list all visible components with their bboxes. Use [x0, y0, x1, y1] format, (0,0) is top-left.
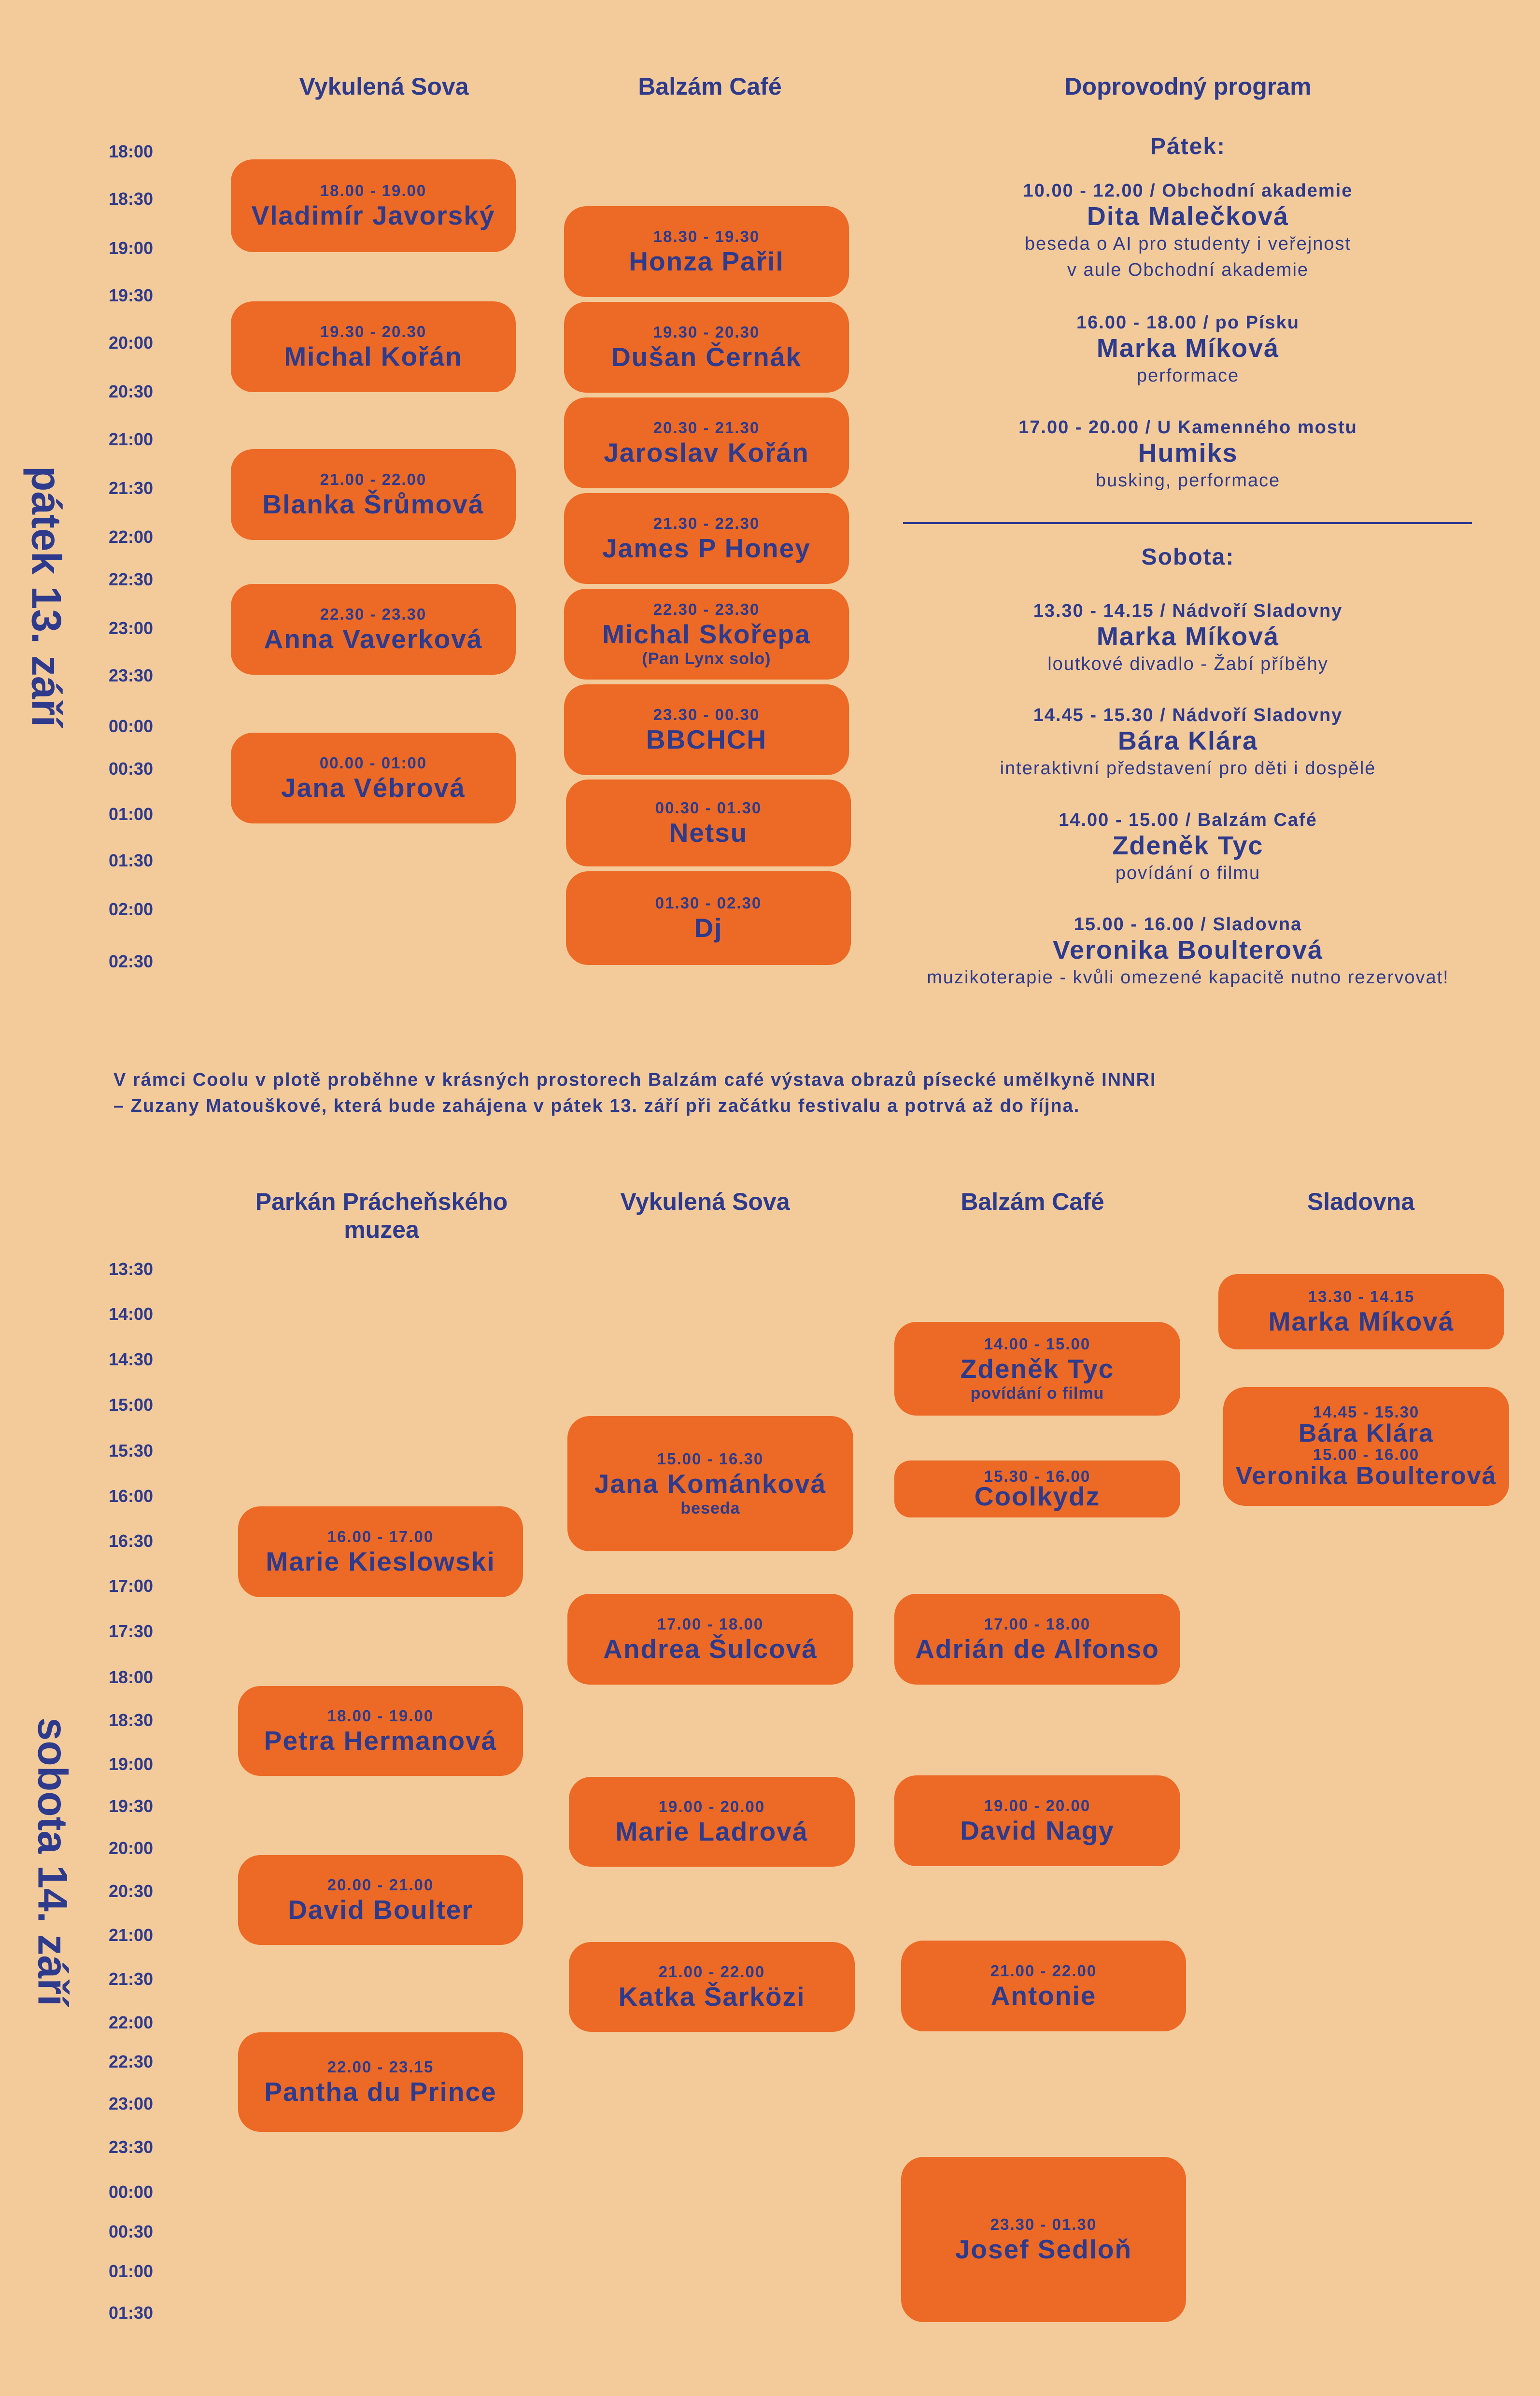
slot-time: 01.30 - 02.30: [655, 894, 762, 912]
time-label: 22:00: [109, 527, 154, 547]
slot-artist: David Nagy: [960, 1815, 1115, 1845]
time-label: 17:00: [109, 1576, 154, 1596]
slot-time: 16.00 - 17.00: [327, 1528, 434, 1545]
program-heading-text: Sobota:: [1141, 544, 1235, 570]
slot-subtitle: (Pan Lynx solo): [642, 650, 771, 668]
event-name: Marka Míková: [1096, 334, 1280, 363]
friday-balzam-slot: [564, 397, 849, 488]
time-label: 16:00: [109, 1486, 154, 1506]
slot-artist: Marie Ladrová: [615, 1816, 808, 1846]
slot-artist: Anna Vaverková: [264, 624, 483, 654]
time-label: 00:00: [109, 2182, 154, 2202]
time-label: 23:00: [109, 2094, 154, 2113]
slot-artist: Pantha du Prince: [264, 2077, 497, 2107]
slot-artist: Adrián de Alfonso: [915, 1634, 1159, 1664]
slot-time: 17.00 - 18.00: [984, 1615, 1091, 1633]
friday-sova-slot: [231, 584, 516, 675]
slot-time: 19.00 - 20.00: [658, 1798, 765, 1815]
slot-time: 14.00 - 15.00: [984, 1335, 1091, 1353]
saturday-sova-slot: [569, 1942, 855, 2032]
friday-sova-slot: [231, 301, 516, 392]
slot-time: 23.30 - 00.30: [653, 706, 760, 723]
time-label: 17:30: [109, 1621, 154, 1641]
time-label: 23:30: [109, 2137, 154, 2157]
program-saturday-heading: [891, 544, 1485, 570]
saturday-venue-vykulena-sova: Vykulená Sova: [620, 1188, 790, 1215]
slot-time: 22.00 - 23.15: [327, 2058, 434, 2076]
slot-artist: Bára Klára: [1298, 1419, 1434, 1447]
slot-time: 21.00 - 22.00: [320, 470, 427, 488]
slot-artist: James P Honey: [602, 533, 811, 563]
time-label: 02:00: [109, 899, 154, 919]
time-label: 14:30: [109, 1349, 154, 1369]
slot-time: 19.00 - 20.00: [984, 1797, 1091, 1815]
saturday-sova-slot: [567, 1416, 853, 1551]
time-label: 22:00: [109, 2013, 154, 2032]
time-label: 22:30: [109, 2052, 154, 2071]
time-label: 01:00: [109, 804, 154, 824]
slot-time: 22.30 - 23.30: [653, 600, 760, 618]
slot-artist: Dušan Černák: [611, 342, 802, 372]
slot-artist: Michal Kořán: [284, 341, 463, 371]
slot-time: 23.30 - 01.30: [990, 2215, 1097, 2233]
time-label: 14:00: [109, 1304, 154, 1324]
slot-time: 19.30 - 20.30: [653, 323, 760, 341]
slot-time: 20.00 - 21.00: [327, 1876, 434, 1894]
event-description: interaktivní představení pro děti i dospělé: [1000, 758, 1376, 779]
program-event: [891, 809, 1485, 886]
saturday-balzam-slot: [894, 1594, 1180, 1685]
time-label: 00:00: [109, 716, 154, 736]
time-label: 22:30: [109, 569, 154, 589]
slot-artist: David Boulter: [288, 1895, 473, 1925]
saturday-balzam-slot: [901, 2157, 1186, 2322]
event-name: Humiks: [1138, 439, 1238, 468]
event-description: busking, performace: [1095, 470, 1281, 491]
saturday-parkan-slot: [238, 1686, 523, 1776]
event-time-place: 13.30 - 14.15 / Nádvoří Sladovny: [1033, 601, 1343, 621]
saturday-sladovna-slot: [1223, 1387, 1509, 1506]
time-label: 20:00: [109, 1838, 154, 1858]
slot-artist: Jana Vébrová: [281, 773, 466, 803]
time-label: 20:30: [109, 382, 154, 401]
time-label: 15:30: [109, 1441, 154, 1460]
slot-artist: Veronika Boulterová: [1235, 1462, 1497, 1490]
note-line: – Zuzany Matouškové, která bude zahájena v pátek 13. září při začátku festivalu a potrvá až do října.: [113, 1096, 1080, 1116]
slot-artist: Marie Kieslowski: [266, 1546, 495, 1576]
slot-artist: Blanka Šrůmová: [262, 489, 484, 519]
friday-balzam-slot: [564, 493, 849, 584]
time-label: 20:00: [109, 333, 154, 353]
time-label: 19:00: [109, 1754, 154, 1774]
slot-artist: Honza Pařil: [629, 246, 784, 276]
slot-artist: Michal Skořepa: [602, 619, 811, 649]
time-label: 18:30: [109, 189, 154, 209]
slot-time: 21.30 - 22.30: [653, 514, 760, 532]
program-divider: [903, 522, 1472, 524]
time-label: 01:30: [109, 851, 154, 870]
event-time-place: 14.00 - 15.00 / Balzám Café: [1059, 810, 1317, 830]
program-event: [891, 600, 1485, 677]
friday-day-label: pátek 13. září: [23, 466, 70, 727]
program-event: [891, 704, 1485, 781]
event-name: Bára Klára: [1117, 726, 1258, 755]
event-time-place: 15.00 - 16.00 / Sladovna: [1074, 914, 1302, 935]
slot-artist: Katka Šarközi: [618, 1982, 805, 2012]
time-label: 20:30: [109, 1881, 154, 1901]
time-label: 21:30: [109, 1969, 154, 1989]
slot-time: 15.00 - 16.30: [657, 1450, 764, 1468]
event-name: Dita Malečková: [1087, 202, 1289, 231]
friday-venue-balzam-cafe: Balzám Café: [638, 73, 782, 100]
saturday-balzam-slot: [894, 1775, 1180, 1866]
slot-time: 17.00 - 18.00: [657, 1615, 764, 1633]
event-description: loutkové divadlo - Žabí příběhy: [1047, 654, 1328, 674]
saturday-parkan-slot: [238, 1855, 523, 1945]
slot-time: 21.00 - 22.00: [990, 1962, 1097, 1980]
slot-artist: Jaroslav Kořán: [604, 438, 809, 468]
time-label: 18:00: [109, 142, 154, 161]
saturday-balzam-slot: [894, 1322, 1180, 1416]
slot-artist: Antonie: [990, 1981, 1097, 2011]
program-event: [891, 913, 1485, 991]
friday-venue-vykulena-sova: Vykulená Sova: [299, 73, 469, 100]
program-event: [891, 312, 1485, 389]
note-line: V rámci Coolu v plotě proběhne v krásných prostorech Balzám café výstava obrazů písecké umělkyně INNRI: [113, 1070, 1157, 1090]
program-heading-text: Pátek:: [1150, 134, 1226, 159]
friday-balzam-slot: [564, 206, 849, 297]
time-label: 18:30: [109, 1710, 154, 1730]
event-time-place: 17.00 - 20.00 / U Kamenného mostu: [1018, 417, 1357, 438]
time-label: 19:00: [109, 238, 154, 258]
friday-venue-doprovodny-program: Doprovodný program: [1064, 73, 1312, 100]
event-name: Veronika Boulterová: [1052, 936, 1324, 964]
slot-time: 22.30 - 23.30: [320, 605, 427, 623]
time-label: 21:00: [109, 429, 154, 449]
slot-artist: Dj: [694, 913, 723, 943]
slot-artist: Andrea Šulcová: [603, 1634, 818, 1664]
friday-balzam-slot: [564, 684, 849, 775]
event-time-place: 14.45 - 15.30 / Nádvoří Sladovny: [1033, 705, 1343, 725]
friday-balzam-slot: [566, 871, 851, 965]
time-label: 13:30: [109, 1259, 154, 1279]
slot-time: 15.30 - 16.00: [984, 1467, 1091, 1485]
time-label: 18:00: [109, 1667, 154, 1687]
slot-subtitle: povídání o filmu: [970, 1384, 1104, 1403]
slot-time: 21.00 - 22.00: [658, 1963, 765, 1981]
slot-time: 14.45 - 15.30: [1313, 1403, 1420, 1421]
time-label: 02:30: [109, 951, 154, 971]
saturday-day-label: sobota 14. září: [29, 1717, 76, 2006]
saturday-balzam-slot: [901, 1941, 1186, 2031]
time-label: 19:30: [109, 285, 154, 305]
time-label: 16:30: [109, 1531, 154, 1551]
saturday-parkan-slot: [238, 1506, 523, 1597]
exhibition-note: [113, 1067, 1514, 1119]
event-time-place: 10.00 - 12.00 / Obchodní akademie: [1023, 181, 1353, 201]
slot-artist: Jana Kománková: [594, 1469, 827, 1499]
time-label: 23:30: [109, 666, 154, 685]
slot-time: 18.30 - 19.30: [653, 227, 760, 245]
slot-time: 00.30 - 01.30: [655, 799, 762, 817]
saturday-balzam-slot: [894, 1460, 1180, 1517]
slot-time: 00.00 - 01:00: [319, 754, 427, 772]
event-name: Marka Míková: [1096, 622, 1280, 651]
event-description: povídání o filmu: [1115, 863, 1261, 883]
slot-time: 20.30 - 21.30: [653, 419, 760, 437]
saturday-parkan-slot: [238, 2032, 523, 2132]
slot-time: 15.00 - 16.00: [1313, 1446, 1420, 1463]
time-label: 01:30: [109, 2303, 154, 2323]
saturday-venue-parkan: Parkán Prácheňského muzea: [255, 1188, 508, 1243]
saturday-venue-sladovna: Sladovna: [1307, 1188, 1415, 1215]
saturday-venue-balzam-cafe: Balzám Café: [961, 1188, 1104, 1215]
slot-time: 13.30 - 14.15: [1308, 1288, 1415, 1305]
event-description: performace: [1136, 366, 1240, 386]
program-event: [891, 180, 1485, 283]
slot-artist: Marka Míková: [1268, 1306, 1455, 1336]
event-description: beseda o AI pro studenty i veřejnost: [1024, 234, 1352, 254]
friday-sova-slot: [231, 159, 516, 252]
slot-artist: Vladimír Javorský: [251, 200, 495, 230]
slot-artist: Netsu: [669, 818, 748, 848]
time-label: 00:30: [109, 759, 154, 779]
slot-artist: Coolkydz: [974, 1481, 1101, 1511]
saturday-sova-slot: [567, 1594, 853, 1685]
time-label: 21:30: [109, 478, 154, 498]
slot-subtitle: beseda: [680, 1499, 740, 1517]
friday-balzam-slot: [566, 780, 851, 866]
event-description: muzikoterapie - kvůli omezené kapacitě nutno rezervovat!: [927, 967, 1449, 988]
time-label: 19:30: [109, 1796, 154, 1816]
friday-balzam-slot: [564, 589, 849, 680]
slot-artist: Petra Hermanová: [264, 1726, 497, 1756]
slot-time: 18.00 - 19.00: [327, 1707, 434, 1725]
slot-artist: BBCHCH: [646, 724, 767, 754]
friday-balzam-slot: [564, 302, 849, 393]
event-name: Zdeněk Tyc: [1112, 831, 1264, 860]
slot-time: 18.00 - 19.00: [320, 182, 427, 199]
slot-time: 19.30 - 20.30: [320, 323, 427, 340]
time-label: 01:00: [109, 2261, 154, 2281]
time-label: 00:30: [109, 2222, 154, 2241]
event-description: v aule Obchodní akademie: [1067, 260, 1309, 280]
saturday-sova-slot: [569, 1777, 855, 1867]
event-time-place: 16.00 - 18.00 / po Písku: [1076, 312, 1300, 333]
program-friday-heading: [891, 133, 1485, 160]
saturday-sladovna-slot: [1218, 1274, 1504, 1349]
friday-sova-slot: [231, 449, 516, 540]
friday-sova-slot: [231, 733, 516, 823]
time-label: 15:00: [109, 1395, 154, 1415]
time-label: 23:00: [109, 618, 154, 638]
program-event: [891, 416, 1485, 494]
slot-artist: Zdeněk Tyc: [960, 1354, 1115, 1384]
time-label: 21:00: [109, 1925, 154, 1945]
slot-artist: Josef Sedloň: [955, 2234, 1132, 2264]
